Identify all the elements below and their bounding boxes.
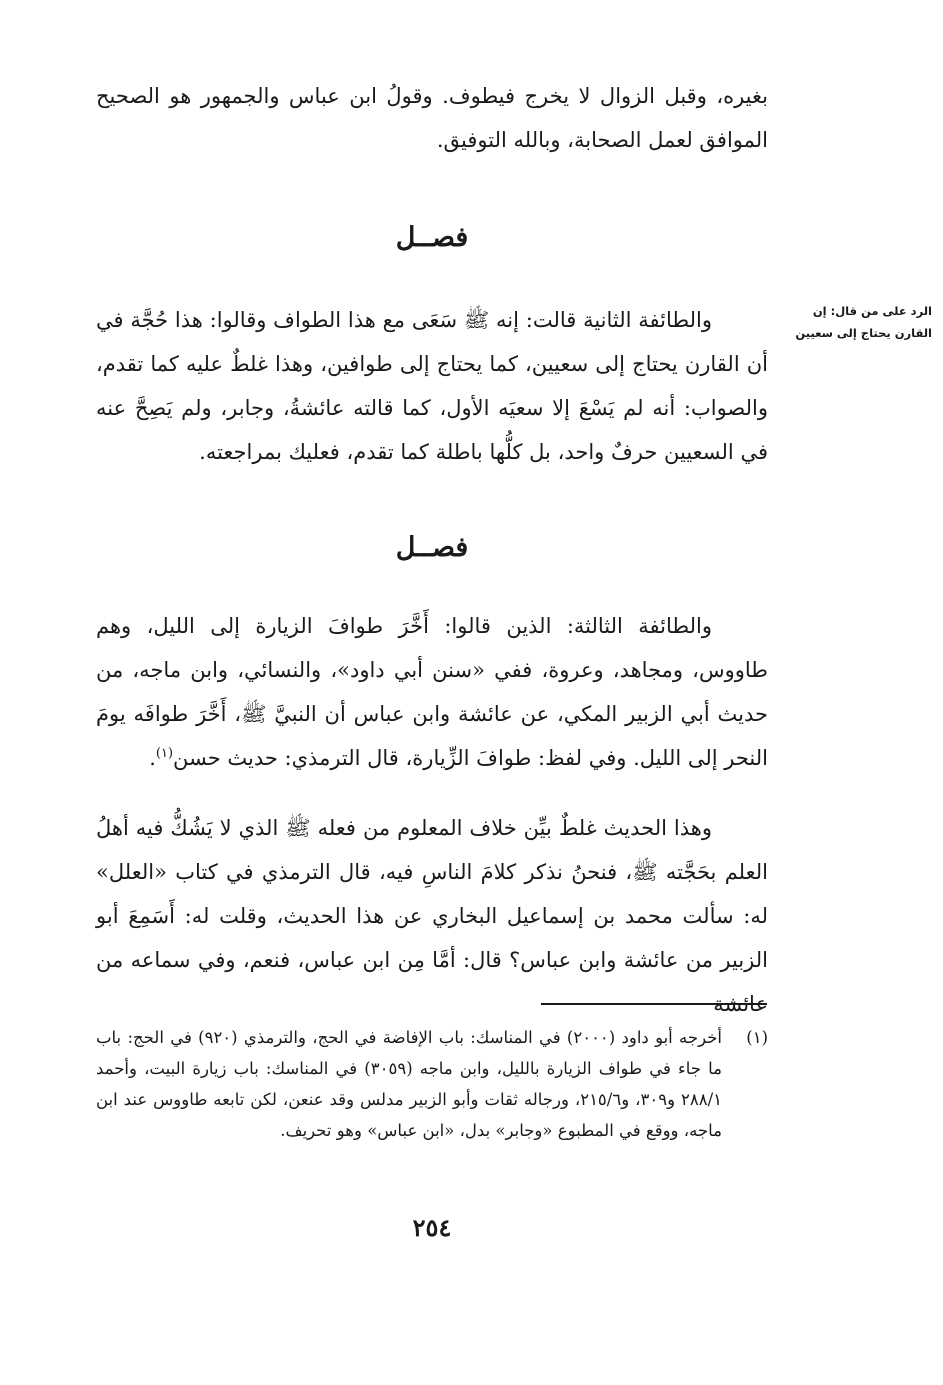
paragraph-hadith-critique: وهذا الحديث غلطٌ بيِّن خلاف المعلوم من فعله ﷺ الذي لا يَشُكُّ فيه أهلُ العلم بحَجَّته ﷺ، فنحنُ نذكر كلامَ الناسِ فيه، قال الترمذي في كتاب «العلل» له: سألت محمد بن إسماعيل البخاري عن هذا الحديث، وقلت له: أَسَمِعَ أبو الزبير من عائشة وابن عباس؟ قال: أمَّا مِن ابن عباس، فنعم، وفي سماعه من عائشة — [96, 816, 768, 1016]
paragraph-continuation: بغيره، وقبل الزوال لا يخرج فيطوف. وقولُ ابن عباس والجمهور هو الصحيح الموافق لعمل الصحابة، وبالله التوفيق. — [96, 84, 768, 152]
paragraph-end: . — [149, 746, 156, 770]
section-heading: فصــل — [395, 222, 469, 253]
paragraph-text: والطائفة الثالثة: الذين قالوا: أَخَّرَ طوافَ الزيارة إلى الليل، وهم طاووس، ومجاهد، وعروة، ففي «سنن أبي داود»، والنسائي، وابن ماجه، من حديث أبي الزبير المكي، عن عائشة وابن عباس أن النبيَّ ﷺ، أَخَّرَ طوافَه يومَ النحر إلى الليل. وفي لفظ: طوافَ الزِّيارة، قال الترمذي: حديث حسن — [96, 614, 768, 770]
margin-note: الرد على من قال: إن القارن يحتاج إلى سعيين — [795, 304, 932, 340]
footnote-reference[interactable]: (١) — [155, 746, 174, 761]
paragraph-third-group — [96, 604, 768, 780]
page-number: ٢٥٤ — [412, 1213, 452, 1242]
footnote-text: أخرجه أبو داود (٢٠٠٠) في المناسك: باب الإفاضة في الحج، والترمذي (٩٢٠) في الحج: باب ما جاء في طواف الزيارة بالليل، وابن ماجه (٣٠٥٩) في المناسك: باب زيارة البيت، وأحمد ٢٨٨/١ و٣٠٩، و٢١٥/٦، ورجاله ثقات وأبو الزبير مدلس وقد عنعن، لكن تابعه طاووس عند ابن ماجه، ووقع في المطبوع «وجابر» بدل، «ابن عباس» وهو تحريف. — [96, 1028, 722, 1140]
footnote-number: (١) — [746, 1028, 768, 1047]
paragraph-second-group: والطائفة الثانية قالت: إنه ﷺ سَعَى مع هذا الطواف وقالوا: هذا حُجَّة في أن القارن يحتاج إلى سعيين، كما يحتاج إلى طوافين، وهذا غلطٌ عليه كما تقدم، والصواب: أنه لم يَسْعَ إلا سعيَه الأول، كما قالته عائشةُ، وجابر، ولم يَصِحَّ عنه في السعيين حرفٌ واحد، بل كلُّها باطلة كما تقدم، فعليك بمراجعته. — [96, 308, 768, 464]
section-heading: فصــل — [395, 532, 469, 563]
footnote-divider — [541, 1003, 767, 1005]
footnote — [96, 1022, 768, 1146]
